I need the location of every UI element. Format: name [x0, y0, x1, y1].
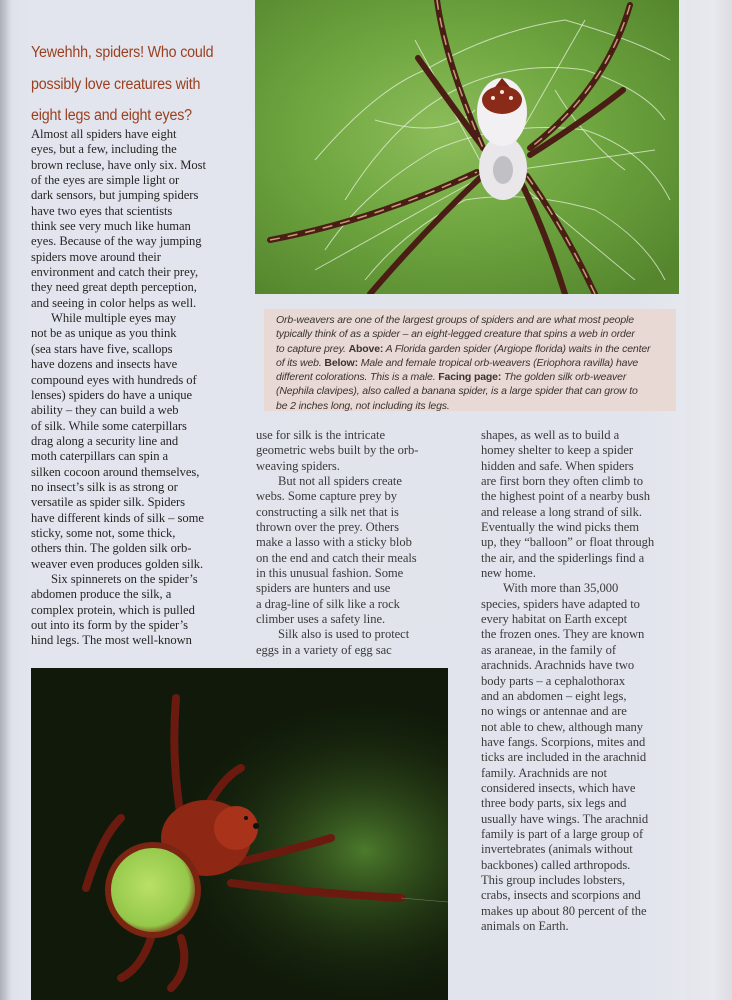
caption-label-below: Below: — [324, 356, 358, 369]
caption-line: (Nephila clavipes), also called a banana spider, is a large spider that can grow to — [276, 385, 638, 398]
text-line: use for silk is the intricate — [256, 428, 386, 442]
text-line: invertebrates (animals without — [481, 842, 633, 857]
text-line: arachnids. Arachnids have two — [481, 658, 635, 673]
text-line: have different kinds of silk – some — [31, 510, 204, 525]
text-line: sticky, some not, some thick, — [31, 525, 176, 540]
text-line: the air, and the spiderlings find a — [481, 550, 645, 565]
text-line: weaver even produces golden silk. — [31, 556, 204, 571]
text-line: makes up about 80 percent of the — [481, 903, 647, 918]
text-line: weaving spiders. — [256, 458, 340, 473]
text-line: family. Arachnids are not — [481, 765, 607, 780]
text-line: not be as unique as you think — [31, 326, 177, 341]
text-line: no insect’s silk is as strong or — [31, 479, 178, 494]
caption-line: to capture prey. Above: A Florida garden spider (Argiope florida) waits in the center — [276, 342, 651, 355]
text-line: hidden and safe. When spiders — [481, 458, 634, 473]
text-line: of silk. While some caterpillars — [31, 418, 187, 433]
text-line: With more than 35,000 — [503, 581, 619, 596]
orb-weaver-illustration — [31, 668, 448, 1000]
text-line: they need great depth perception, — [31, 280, 197, 295]
text-line: think see very much like human — [31, 219, 191, 234]
text-line: webs. Some capture prey by — [256, 489, 398, 504]
text-line: shapes, as well as to build a — [481, 428, 620, 442]
text-line: hind legs. The most well-known — [31, 633, 192, 648]
body-column-1 — [31, 127, 251, 649]
body-column-2 — [256, 428, 456, 658]
text-line: and seeing in color helps as well. — [31, 295, 197, 310]
text-line: up, they “balloon” or float through — [481, 535, 655, 550]
text-line: the frozen ones. They are known — [481, 627, 645, 642]
text-line: body parts – a cephalothorax — [481, 673, 626, 688]
caption-line: be 2 inches long, not including its legs. — [276, 399, 450, 412]
text-line: versatile as spider silk. Spiders — [31, 495, 185, 510]
text-line: complex protein, which is pulled — [31, 602, 195, 617]
text-line: no wings or antennae and are — [481, 704, 627, 719]
text-line: are first born they often climb to — [481, 474, 643, 489]
caption-line: of its web. Below: Male and female tropical orb-weavers (Eriophora ravilla) have — [276, 356, 639, 369]
text-line: family is part of a large group of — [481, 826, 644, 841]
text-line: crabs, insects and scorpions and — [481, 888, 641, 903]
spider-web-illustration — [255, 0, 679, 294]
heading-line: Yewehhh, spiders! Who could — [31, 44, 214, 61]
text-line: This group includes lobsters, — [481, 872, 626, 887]
photo-florida-garden-spider — [255, 0, 679, 294]
text-line: species, spiders have adapted to — [481, 596, 640, 611]
text-line: eyes. Because of the way jumping — [31, 234, 202, 249]
text-line: a drag-line of silk like a rock — [256, 596, 400, 611]
text-line: new home. — [481, 566, 536, 581]
text-line: drag along a security line and — [31, 433, 179, 448]
text-line: compound eyes with hundreds of — [31, 372, 197, 387]
text-line: have dozens and insects have — [31, 357, 178, 372]
text-line: Silk also is used to protect — [278, 627, 410, 642]
text-line: homey shelter to keep a spider — [481, 443, 634, 458]
text-line: the highest point of a nearby bush — [481, 489, 650, 504]
text-line: brown recluse, have only six. Most — [31, 157, 206, 172]
photo-caption — [264, 309, 676, 411]
text-line: thrown over the prey. Others — [256, 520, 399, 535]
text-line: out into its form by the spider’s — [31, 618, 188, 632]
heading-line: possibly love creatures with — [31, 75, 201, 93]
text-line: (sea stars have five, scallops — [31, 341, 173, 356]
photo-tropical-orb-weaver — [31, 668, 448, 1000]
text-line: eyes, but a few, including the — [31, 142, 177, 157]
text-line: backbones) called arthropods. — [481, 857, 631, 872]
text-line: While multiple eyes may — [51, 311, 177, 326]
text-line: spiders are hunters and use — [256, 581, 391, 596]
text-line: not able to chew, although many — [481, 719, 644, 734]
caption-label-facing-page: Facing page: — [438, 371, 502, 384]
text-line: Almost all spiders have eight — [31, 127, 177, 141]
caption-line: different colorations. This is a male. Facing page: The golden silk orb-weaver — [276, 371, 627, 384]
text-line: every habitat on Earth except — [481, 612, 628, 627]
text-line: Eventually the wind picks them — [481, 520, 639, 535]
text-line: abdomen produce the silk, a — [31, 587, 172, 602]
text-line: moth caterpillars can spin a — [31, 449, 169, 464]
text-line: and an abdomen – eight legs, — [481, 688, 627, 703]
text-line: and release a long strand of silk. — [481, 504, 642, 519]
text-line: of the eyes are simple light or — [31, 173, 180, 188]
text-line: have fangs. Scorpions, mites and — [481, 734, 646, 749]
text-line: silken cocoon around themselves, — [31, 464, 200, 479]
text-line: on the end and catch their meals — [256, 550, 417, 565]
text-line: ability – they can build a web — [31, 403, 179, 418]
heading-line: eight legs and eight eyes? — [31, 107, 192, 124]
caption-line: typically think of as a spider – an eight-legged creature that spins a web in order — [276, 328, 635, 341]
page-gutter-shadow — [0, 0, 12, 1000]
text-line: environment and catch their prey, — [31, 265, 199, 280]
text-line: eggs in a variety of egg sac — [256, 642, 392, 657]
text-line: But not all spiders create — [278, 474, 402, 489]
text-line: others thin. The golden silk orb- — [31, 541, 192, 556]
text-line: constructing a silk net that is — [256, 504, 399, 519]
text-line: animals on Earth. — [481, 919, 569, 933]
page-right-margin — [686, 0, 732, 1000]
text-line: climber uses a safety line. — [256, 612, 386, 627]
article-heading — [31, 37, 247, 132]
body-column-3 — [481, 428, 681, 934]
caption-line: Orb-weavers are one of the largest groups of spiders and are what most people — [276, 314, 634, 326]
caption-label-above: Above: — [348, 342, 384, 355]
text-line: ticks are included in the arachnid — [481, 750, 647, 765]
text-line: geometric webs built by the orb- — [256, 443, 419, 458]
text-line: usually have wings. The arachnid — [481, 811, 649, 826]
text-line: have two eyes that scientists — [31, 203, 173, 218]
text-line: make a lasso with a sticky blob — [256, 535, 412, 550]
text-line: lenses) spiders do have a unique — [31, 387, 193, 402]
text-line: Six spinnerets on the spider’s — [51, 571, 198, 586]
text-line: considered insects, which have — [481, 780, 636, 795]
text-line: dark sensors, but jumping spiders — [31, 188, 199, 203]
text-line: spiders move around their — [31, 249, 161, 264]
text-line: in this unusual fashion. Some — [256, 566, 404, 581]
text-line: as araneae, in the family of — [481, 642, 616, 657]
text-line: three body parts, six legs and — [481, 796, 627, 811]
